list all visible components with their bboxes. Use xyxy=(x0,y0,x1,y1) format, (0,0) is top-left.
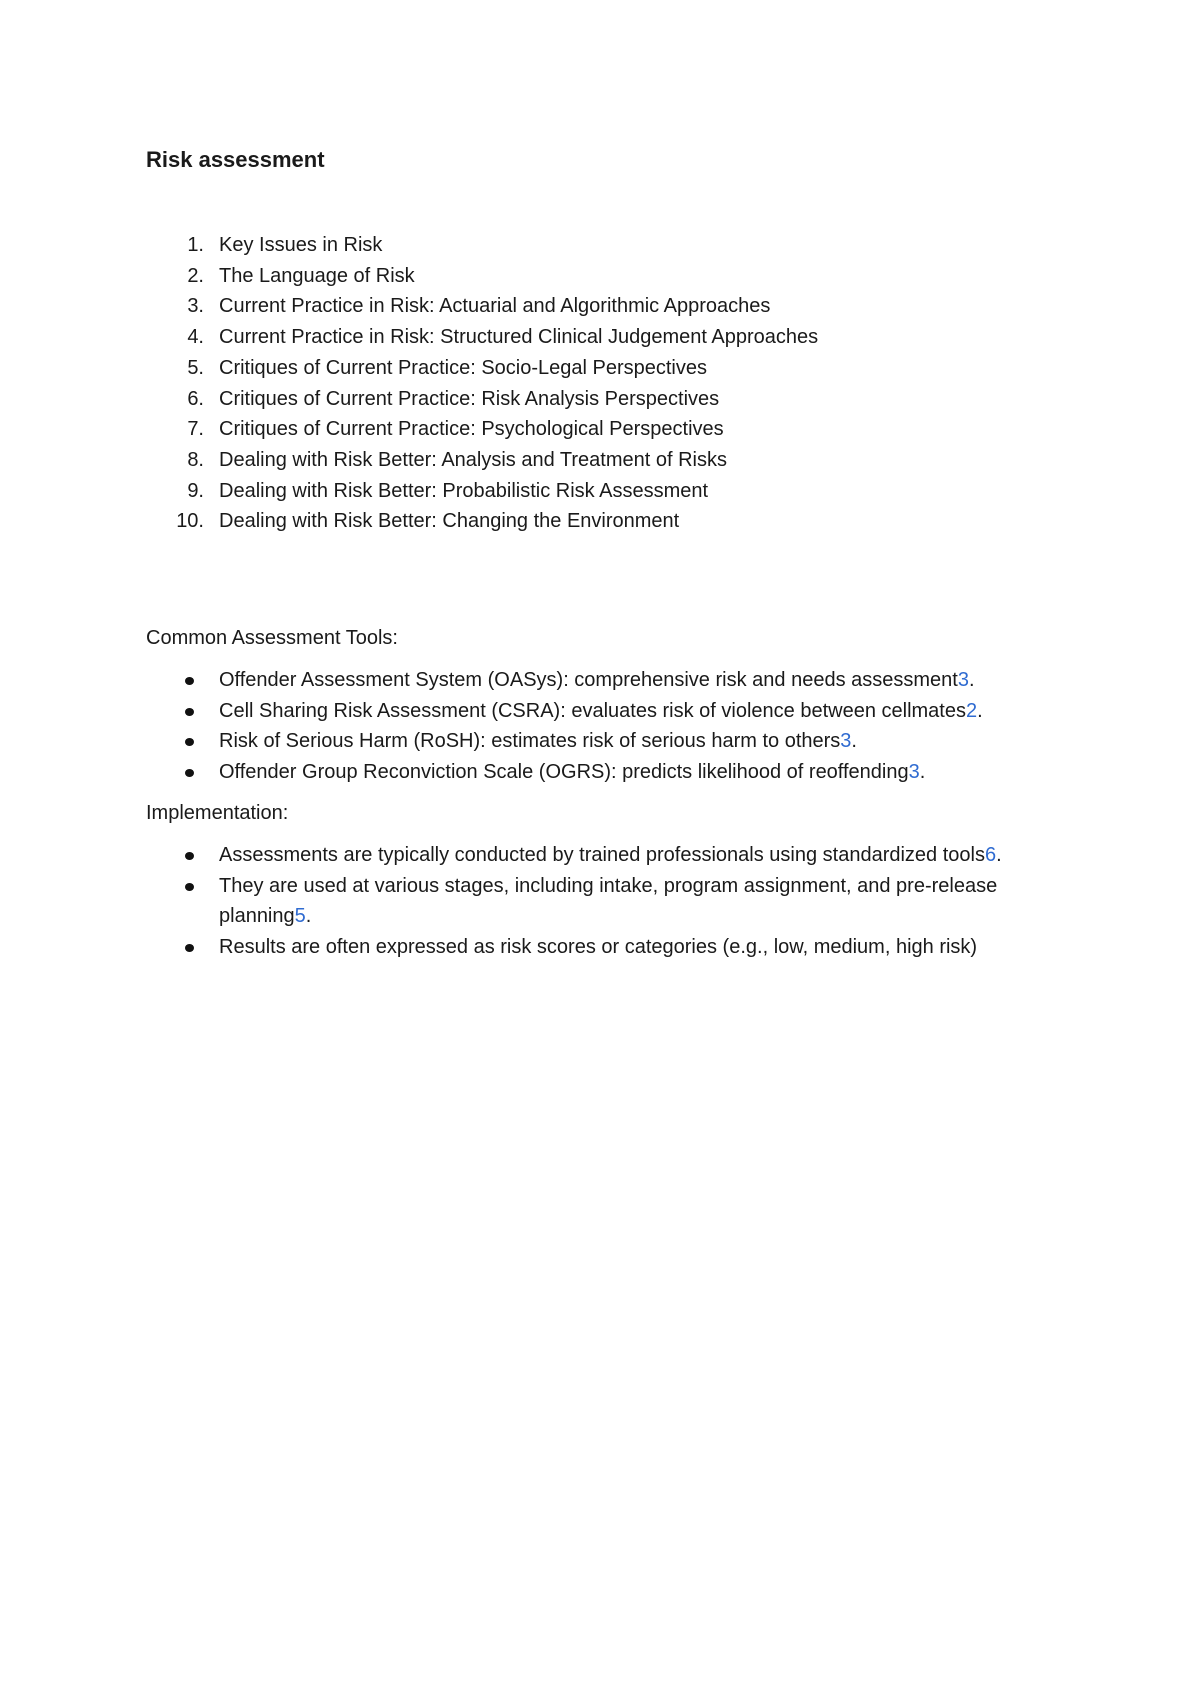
list-item xyxy=(146,261,1066,292)
list-item-text: Critiques of Current Practice: Risk Analysis Perspectives xyxy=(219,387,720,410)
citation-link[interactable]: 3 xyxy=(957,669,969,692)
list-number: 5. xyxy=(187,356,204,379)
list-item-text: Results are often expressed as risk scores or categories (e.g., low, medium, high risk) xyxy=(219,935,978,958)
list-item xyxy=(146,414,1066,445)
list-item xyxy=(146,445,1066,476)
topic-list xyxy=(146,230,1066,537)
list-item-text: Cell Sharing Risk Assessment (CSRA): evaluates risk of violence between cellmates xyxy=(219,699,966,722)
list-number: 2. xyxy=(187,264,204,287)
list-item xyxy=(146,384,1066,415)
list-item-text: Critiques of Current Practice: Socio-Legal Perspectives xyxy=(219,356,707,379)
list-item-text: Offender Assessment System (OASys): comprehensive risk and needs assessment xyxy=(219,669,958,692)
list-item-text: Risk of Serious Harm (RoSH): estimates risk of serious harm to others xyxy=(219,730,841,753)
tools-heading: Common Assessment Tools: xyxy=(146,627,398,650)
list-number: 9. xyxy=(187,479,204,502)
list-item xyxy=(146,353,1066,384)
list-item-text: Critiques of Current Practice: Psychological Perspectives xyxy=(219,418,724,441)
bullet-icon xyxy=(185,738,194,746)
bullet-icon xyxy=(185,769,194,777)
list-item-text: Assessments are typically conducted by trained professionals using standardized tools xyxy=(219,843,985,866)
list-item-end: . xyxy=(919,761,926,784)
list-item xyxy=(146,476,1066,507)
list-number: 8. xyxy=(187,448,204,471)
list-number: 10. xyxy=(176,510,204,533)
document-body xyxy=(146,140,1066,963)
bullet-icon xyxy=(185,852,194,860)
list-item xyxy=(146,322,1066,353)
list-number: 7. xyxy=(187,418,204,441)
list-item xyxy=(146,726,1066,757)
bullet-icon xyxy=(185,677,194,685)
implementation-heading: Implementation: xyxy=(146,801,289,824)
list-item xyxy=(146,757,1066,788)
list-item-text: Current Practice in Risk: Actuarial and Algorithmic Approaches xyxy=(219,295,771,318)
list-item xyxy=(146,840,1066,871)
list-item xyxy=(146,696,1066,727)
bullet-icon xyxy=(185,944,194,952)
tools-list xyxy=(146,665,1066,788)
citation-link[interactable]: 6 xyxy=(984,843,997,866)
list-item-text: The Language of Risk xyxy=(219,264,415,287)
list-item xyxy=(146,506,1066,537)
list-item-end: . xyxy=(996,843,1002,866)
list-item-text: They are used at various stages, including intake, program assignment, and pre-release planning xyxy=(219,874,998,928)
citation-link[interactable]: 2 xyxy=(965,699,978,722)
citation-link[interactable]: 3 xyxy=(840,730,852,753)
list-number: 1. xyxy=(187,234,204,256)
list-item xyxy=(146,665,1066,696)
list-item xyxy=(146,871,1066,932)
list-item-text: Dealing with Risk Better: Changing the Environment xyxy=(219,510,680,533)
document-title: Risk assessment xyxy=(146,147,325,172)
list-number: 4. xyxy=(187,326,204,349)
list-number: 3. xyxy=(187,295,204,318)
list-item xyxy=(146,291,1066,322)
list-item-text: Dealing with Risk Better: Probabilistic Risk Assessment xyxy=(219,479,709,502)
list-item-end: . xyxy=(968,669,975,692)
implementation-list xyxy=(146,840,1066,963)
list-item-end: . xyxy=(851,730,857,753)
citation-link[interactable]: 3 xyxy=(908,761,920,784)
bullet-icon xyxy=(185,708,194,716)
list-item-text: Dealing with Risk Better: Analysis and Treatment of Risks xyxy=(219,448,727,471)
list-item xyxy=(146,932,1066,963)
list-item-end: . xyxy=(305,905,312,928)
list-item-text: Offender Group Reconviction Scale (OGRS): predicts likelihood of reoffending xyxy=(219,761,909,784)
list-item-text: Key Issues in Risk xyxy=(219,234,383,256)
list-number: 6. xyxy=(187,387,204,410)
list-item-text: Current Practice in Risk: Structured Clinical Judgement Approaches xyxy=(219,326,819,349)
list-item-end: . xyxy=(977,699,983,722)
citation-link[interactable]: 5 xyxy=(294,905,306,928)
list-item xyxy=(146,230,1066,261)
bullet-icon xyxy=(185,883,194,891)
